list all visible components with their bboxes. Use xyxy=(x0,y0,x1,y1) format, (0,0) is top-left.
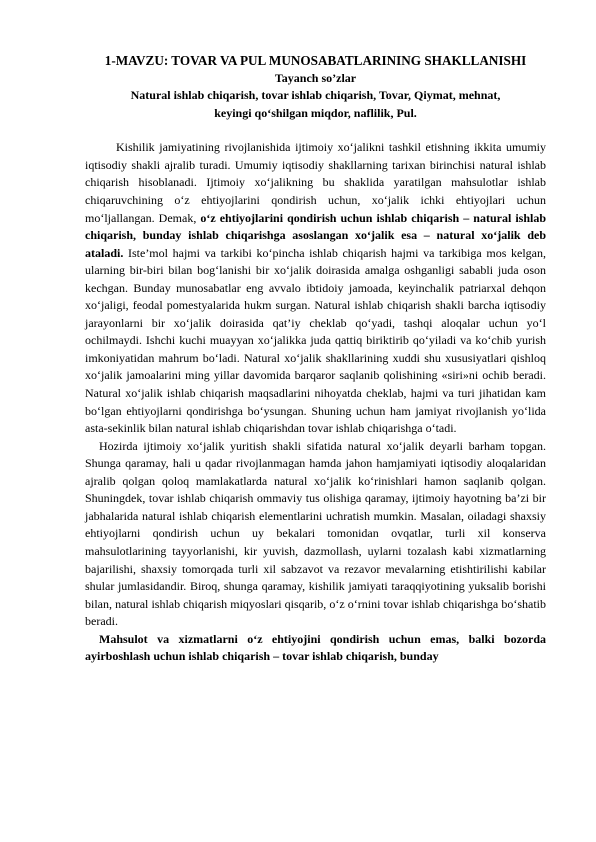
keywords-line: keyingi qo‘shilgan miqdor, naflilik, Pul. xyxy=(214,105,417,120)
keywords-heading: Tayanch so’zlar xyxy=(274,70,357,85)
paragraph-2: Hozirda ijtimoiy xo‘jalik yuritish shakli sifatida natural xo‘jalik deyarli barham topgan. Shunga qaramay, hali u qadar rivojlanmagan hamda jahon hamjamiyati iqtisodiy aloqalaridan ajralib qolgan qoloq mamlakatlarda natural xo‘jalik ko‘rinishlari hamon saqlanib qolgan. Shuningdek, tovar ishlab chiqarish ommaviy tus olishiga qaramay, ijtimoiy hayotning ba’zi bir jabhalarida natural ishlab chiqarish elementlarini uchratish mumkin. Masalan, oiladagi shaxsiy ehtiyojlarni qondirish uchun uy bekalari tomonidan ovqatlar, turli xil konserva mahsulotlarining tayyorlanishi, kir yuvish, dazmollash, uylarni tozalash kabi xizmatlarning bajarilishi, shaxsiy tomorqada turli xil sabzavot va rezavor mevalarning etishtirilishi kabilar shular jumlasidandir. Biroq, shunga qaramay, kishilik jamiyati taraqqiyotining yuksalib borishi bilan, natural ishlab chiqarish miqyoslari qisqarib, o‘z o‘rnini tovar ishlab chiqarishga bo‘shatib beradi. xyxy=(85,438,546,629)
document-title: 1-MAVZU: TOVAR VA PUL MUNOSABATLARINING SHAKLLANISHI xyxy=(104,53,527,68)
blank-line xyxy=(85,122,546,139)
paragraph-3: Mahsulot va xizmatlarni o‘z ehtiyojini qondirish uchun emas, balki bozorda ayirboshlash uchun ishlab chiqarish – tovar ishlab chiqarish, bunday xyxy=(85,631,546,664)
paragraph-text: Iste’mol hajmi va tarkibi ko‘pincha ishlab chiqarish hajmi va tarkibiga mos kelgan, ularning bir-biri bilan bog‘lanishi bir xo‘jalik doirasida amalga oshganligi sababli juda oson kechgan. Bunday munosabatlar eng avvalo ibtidoiy jamoada, keyinchalik patriarxal dehqon xo‘jaligi, feodal pomestyalarida hukm surgan. Natural ishlab chiqarish shakli barcha iqtisodiy jarayonlarni bir xo‘jalik doirasida qat’iy cheklab qo‘yadi, tashqi aloqalar uchun yo‘l ochilmaydi. Ishchi kuchi muayyan xo‘jalikka juda qattiq biriktirib qo‘yiladi va ko‘chib yurish imkoniyatidan mahrum bo‘ladi. Natural xo‘jalik shakllarining xuddi shu xususiyatlari qishloq xo‘jalik jamoalarini ming yillar davomida barqaror saqlanib qolishining «siri»ni ochib beradi. Natural xo‘jalik ishlab chiqarish maqsadlarini nihoyatda cheklab, hajmi va turi jihatidan kam bo‘lgan ehtiyojlarni qondirishga bo‘ysungan. Shuning uchun ham jamiyat rivojlanish yo‘lida asta-sekinlik bilan natural ishlab chiqarishdan tovar ishlab chiqarishga o‘tadi. xyxy=(85,245,546,436)
paragraph-1 xyxy=(85,139,546,437)
document-page xyxy=(85,52,546,666)
keywords-line: Natural ishlab chiqarish, tovar ishlab chiqarish, Tovar, Qiymat, mehnat, xyxy=(130,88,501,103)
definition-bold: o‘z ehtiyojlarini qondirish uchun ishlab chiqarish – natural ishlab chiqarish, bunday ishlab chiqarishga asoslangan xo‘jalik esa – natural xo‘jalik deb ataladi. xyxy=(85,210,547,260)
paragraph-text: Kishilik jamiyatining rivojlanishida ijtimoiy xo‘jalikni tashkil etishning ikkita umumiy iqtisodiy shakli ajralib turadi. Umumiy iqtisodiy shakllarning tarixan birinchisi natural ishlab chiqarish hisoblanadi. Ijtimoiy xo‘jalikning bu shaklida yaratilgan mahsulotlar ishlab chiqaruvchining o‘z ehtiyojlarini qondirish uchun, xo‘jalik ichki ehtiyojlari uchun mo‘ljallangan. Demak, xyxy=(85,140,546,225)
